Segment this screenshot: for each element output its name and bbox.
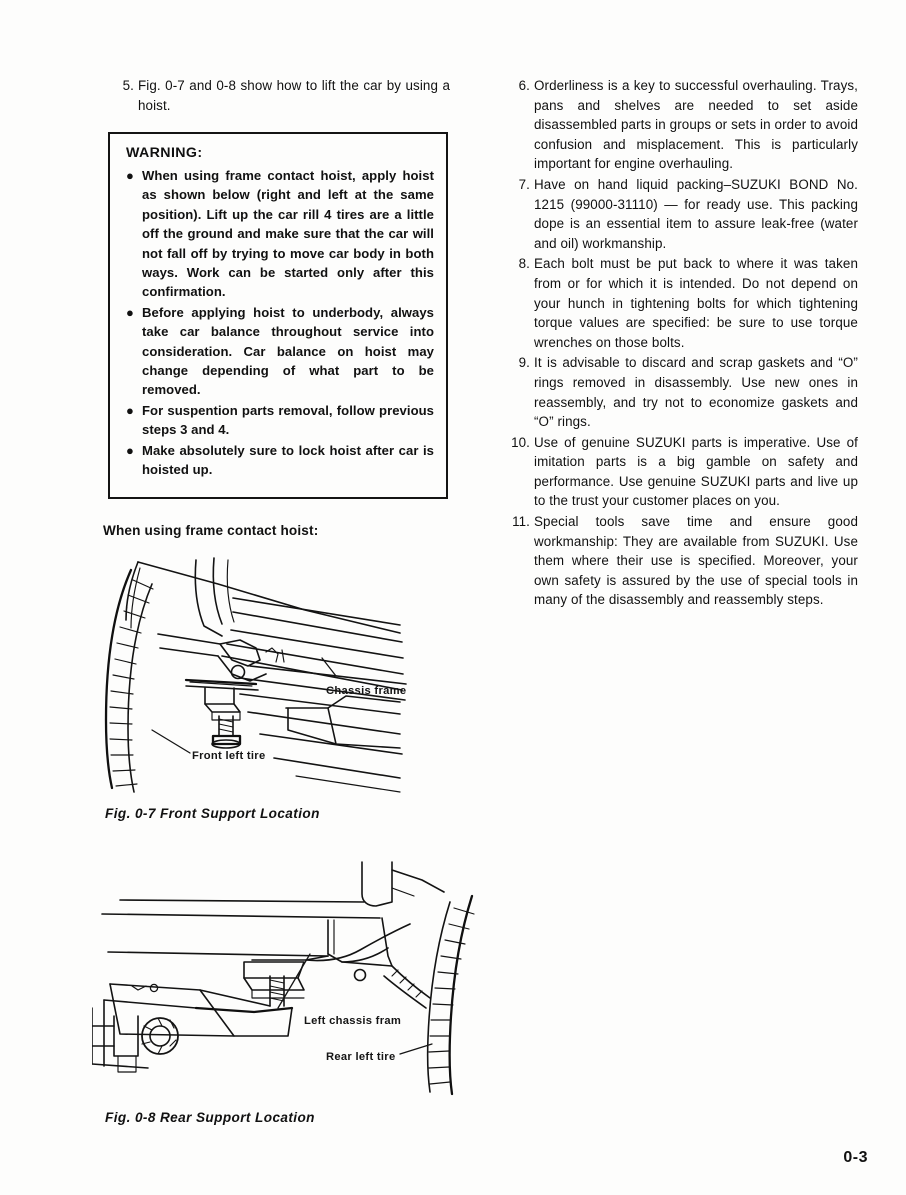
figure-label-chassis-frame: Chassis frame: [326, 685, 407, 697]
list-text: Fig. 0-7 and 0-8 show how to lift the car by using a hoist.: [138, 78, 450, 113]
list-marker: 11.: [512, 514, 530, 530]
left-numbered-list: [112, 76, 450, 115]
list-text: Have on hand liquid packing–SUZUKI BOND No. 1215 (99000-31110) — for ready use. This packing dope is an essential item to assure leak-free (water and oil) workmanship.: [534, 176, 858, 251]
list-marker: 7.: [518, 176, 530, 192]
section-subheading: When using frame contact hoist:: [103, 523, 319, 538]
list-marker: 10.: [511, 434, 530, 450]
list-marker: 9.: [518, 355, 530, 371]
warning-item-text: Make absolutely sure to lock hoist after car is hoisted up.: [142, 442, 434, 478]
warning-box: [108, 132, 448, 499]
bullet-icon: ●: [126, 304, 134, 320]
figure-0-8-caption: Fig. 0-8 Rear Support Location: [105, 1110, 315, 1125]
figure-rear-support-illustration: [92, 858, 502, 1103]
page-number: 0-3: [843, 1149, 868, 1166]
figure-label-rear-left-tire: Rear left tire: [326, 1051, 396, 1063]
figure-front-support-illustration: [100, 548, 450, 803]
right-column: [508, 76, 858, 611]
bullet-icon: ●: [126, 168, 134, 183]
fig-0-8-drawing: [92, 858, 502, 1098]
list-item: [508, 433, 858, 511]
list-item: [508, 512, 858, 610]
list-text: Use of genuine SUZUKI parts is imperative. Use of imitation parts is a big gamble on safety and performance. Use genuine SUZUKI parts and live up to the trust your customer places on you.: [534, 434, 858, 509]
figure-label-front-left-tire: Front left tire: [192, 750, 266, 762]
list-marker: 5.: [122, 78, 134, 93]
warning-item-text: For suspention parts removal, follow previous steps 3 and 4.: [142, 402, 434, 438]
bullet-icon: ●: [126, 402, 134, 418]
warning-item: [124, 166, 434, 302]
list-marker: 6.: [518, 78, 530, 93]
warning-item: [124, 441, 434, 480]
list-item: [112, 76, 450, 115]
list-text: Special tools save time and ensure good workmanship: They are available from SUZUKI. Use them where their use is specified. Moreover, your own safety is assured by the use of special tools in many of the disassembly and reassembly steps.: [534, 514, 858, 608]
warning-item-text: When using frame contact hoist, apply hoist as shown below (right and left at the same position). Lift up the car rill 4 tires are a little off the ground and make sure that the car will not fall off by trying to move car body in both ways. Work can be started only after this confirmation.: [142, 168, 434, 300]
right-numbered-list: [508, 76, 858, 610]
fig-0-7-drawing: [100, 548, 450, 798]
warning-title: WARNING:: [126, 145, 203, 161]
list-item: [508, 175, 858, 253]
list-item: [508, 76, 858, 174]
list-text: Orderliness is a key to successful overhauling. Trays, pans and shelves are needed to set aside disassembled parts in groups or sets in order to avoid confusion and misplacement. This is particularly important for engine overhauling.: [534, 78, 858, 172]
list-marker: 8.: [518, 256, 530, 272]
warning-item: [124, 401, 434, 440]
list-item: [508, 254, 858, 352]
list-text: Each bolt must be put back to where it was taken from or for which it is intended. Do not depend on your hunch in tightening bolts for which tightening torque values are specified: be sure to use torque wrenches on those bolts.: [534, 256, 858, 350]
bullet-icon: ●: [126, 442, 134, 458]
warning-item: [124, 303, 434, 400]
warning-bullet-list: [124, 166, 434, 480]
list-text: It is advisable to discard and scrap gaskets and “O” rings removed in disassembly. Use new ones in reassembly, and try not to economize gaskets and “O” rings.: [534, 355, 858, 430]
figure-label-left-chassis-fram: Left chassis fram: [304, 1015, 402, 1027]
figure-0-7-caption: Fig. 0-7 Front Support Location: [105, 806, 320, 821]
list-item: [508, 353, 858, 431]
warning-item-text: Before applying hoist to underbody, always take car balance throughout service into consideration. Car balance on hoist may change depending of what part to be removed.: [142, 304, 434, 398]
left-column-intro: [112, 76, 450, 116]
